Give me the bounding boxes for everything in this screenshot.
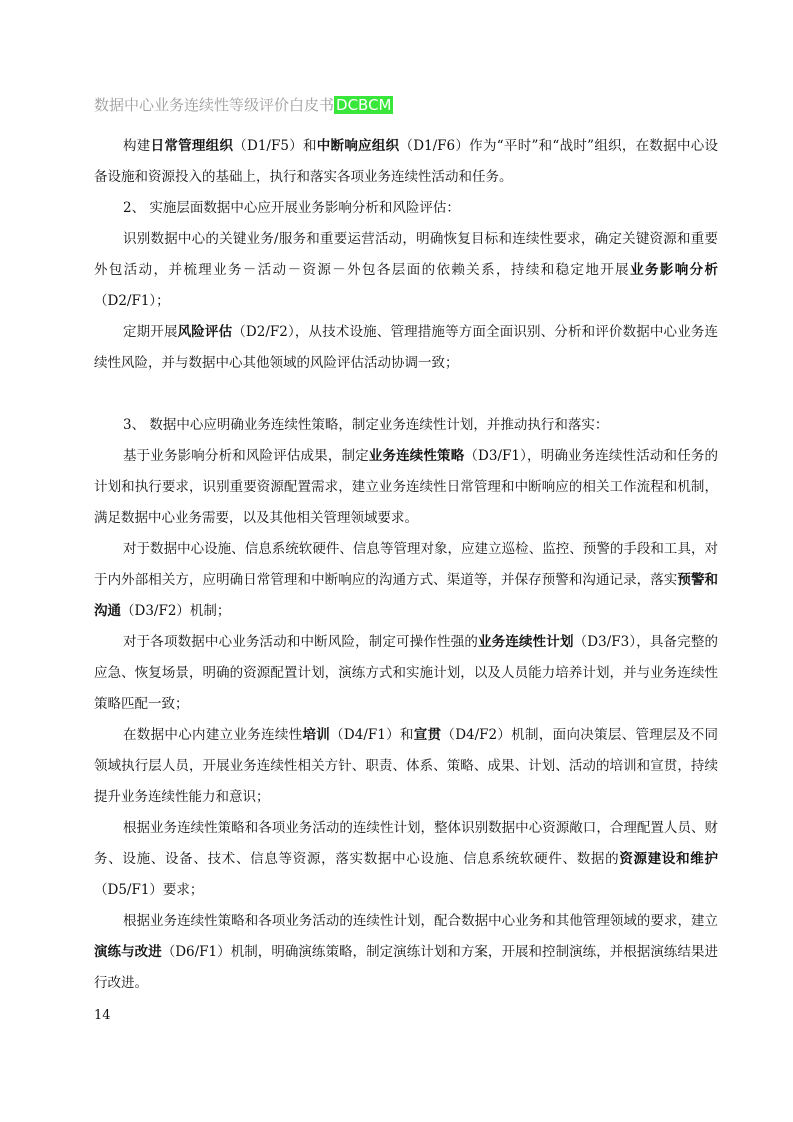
header-title: 数据中心业务连续性等级评价白皮书	[94, 96, 335, 114]
paragraph-text: 3、 数据中心应明确业务连续性策略，制定业务连续性计划，并推动执行和落实：	[123, 417, 609, 433]
paragraph-text: 2、 实施层面数据中心应开展业务影响分析和风险评估：	[123, 200, 460, 216]
paragraph-text: （D3/F3），具备完整的应急、恢复场景，明确的资源配置计划，演练方式和实施计划，以及人员能力培养计划，并与业务连续性策略匹配一致；	[94, 634, 719, 712]
bold-term: 培训	[302, 727, 331, 743]
paragraph-4	[94, 317, 718, 379]
bold-term: 宣贯	[413, 727, 442, 743]
bold-term: 业务连续性计划	[478, 634, 574, 650]
paragraph-text: （D4/F1）和	[330, 727, 414, 743]
bold-term: 业务影响分析	[630, 262, 719, 278]
paragraph-text: （D3/F1），明确业务连续性活动和任务的计划和执行要求，识别重要资源配置需求，建立业务连续性日常管理和中断响应的相关工作流程和机制，满足数据中心业务需要，以及其他相关管理领域要求。	[94, 448, 719, 526]
bold-term: 业务连续性策略	[368, 448, 465, 464]
paragraph-text: （D2/F2），从技术设施、管理措施等方面全面识别、分析和评价数据中心业务连续性风险，并与数据中心其他领域的风险评估活动协调一致；	[94, 324, 719, 371]
paragraph-text: 识别数据中心的关键业务/服务和重要运营活动，明确恢复目标和连续性要求，确定关键资源和重要外包活动，并梳理业务－活动－资源－外包各层面的依赖关系，持续和稳定地开展	[94, 231, 718, 278]
paragraph-text: 对于各项数据中心业务活动和中断风险，制定可操作性强的	[123, 634, 479, 650]
paragraph-text: （D5/F1）要求；	[94, 882, 204, 898]
bold-term: 日常管理组织	[150, 138, 234, 154]
bold-term: 演练与改进	[94, 944, 162, 960]
paragraph-3	[94, 224, 718, 317]
paragraph-text: （D1/F5）和	[233, 138, 317, 154]
paragraph-text: 根据业务连续性策略和各项业务活动的连续性计划，整体识别数据中心资源敞口，合理配置人员、财务、设施、设备、技术、信息等资源，落实数据中心设施、信息系统软硬件、数据的	[94, 820, 718, 867]
bold-term: 资源建设和维护	[619, 851, 718, 867]
paragraph-text: （D6/F1）机制，明确演练策略，制定演练计划和方案，开展和控制演练，并根据演练结果进行改进。	[94, 944, 718, 991]
paragraph-text: 对于数据中心设施、信息系统软硬件、信息等管理对象，应建立巡检、监控、预警的手段和工具，对于内外部相关方，应明确日常管理和中断响应的沟通方式、渠道等，并保存预警和沟通记录，落实	[94, 541, 718, 588]
paragraph-8	[94, 627, 718, 720]
paragraph-text: 构建	[123, 138, 151, 154]
paragraph-text: （D2/F1）；	[94, 293, 170, 309]
paragraph-6	[94, 441, 718, 534]
section-heading-3	[94, 410, 718, 441]
paragraph-text: （D4/F2）机制，面向决策层、管理层及不同领域执行层人员，开展业务连续性相关方针、职责、体系、策略、成果、计划、活动的培训和宣贯，持续提升业务连续性能力和意识；	[94, 727, 719, 805]
section-heading-2	[94, 193, 718, 224]
paragraph-text: （D3/F2）机制；	[121, 603, 231, 619]
paragraph-7	[94, 534, 718, 627]
bold-term: 风险评估	[177, 324, 233, 340]
paragraph-10	[94, 813, 718, 906]
page-header	[94, 94, 393, 116]
document-body	[94, 131, 718, 999]
paragraph-text: （D1/F6）作为“平时”和“战时”组织，在数据中心设备设施和资源投入的基础上，执行和落实各项业务连续性活动和任务。	[94, 138, 719, 185]
bold-term: 预警和沟通	[94, 572, 719, 619]
paragraph-text: 定期开展	[123, 324, 178, 340]
bold-term: 中断响应组织	[316, 138, 400, 154]
paragraph-11	[94, 906, 718, 999]
paragraph-1	[94, 131, 718, 193]
paragraph-text: 在数据中心内建立业务连续性	[123, 727, 303, 743]
paragraph-text: 根据业务连续性策略和各项业务活动的连续性计划，配合数据中心业务和其他管理领域的要求，建立	[123, 913, 718, 929]
paragraph-text: 基于业务影响分析和风险评估成果，制定	[123, 448, 369, 464]
header-tag: DCBCM	[336, 96, 392, 114]
paragraph-9	[94, 720, 718, 813]
page-number: 14	[94, 1008, 111, 1023]
